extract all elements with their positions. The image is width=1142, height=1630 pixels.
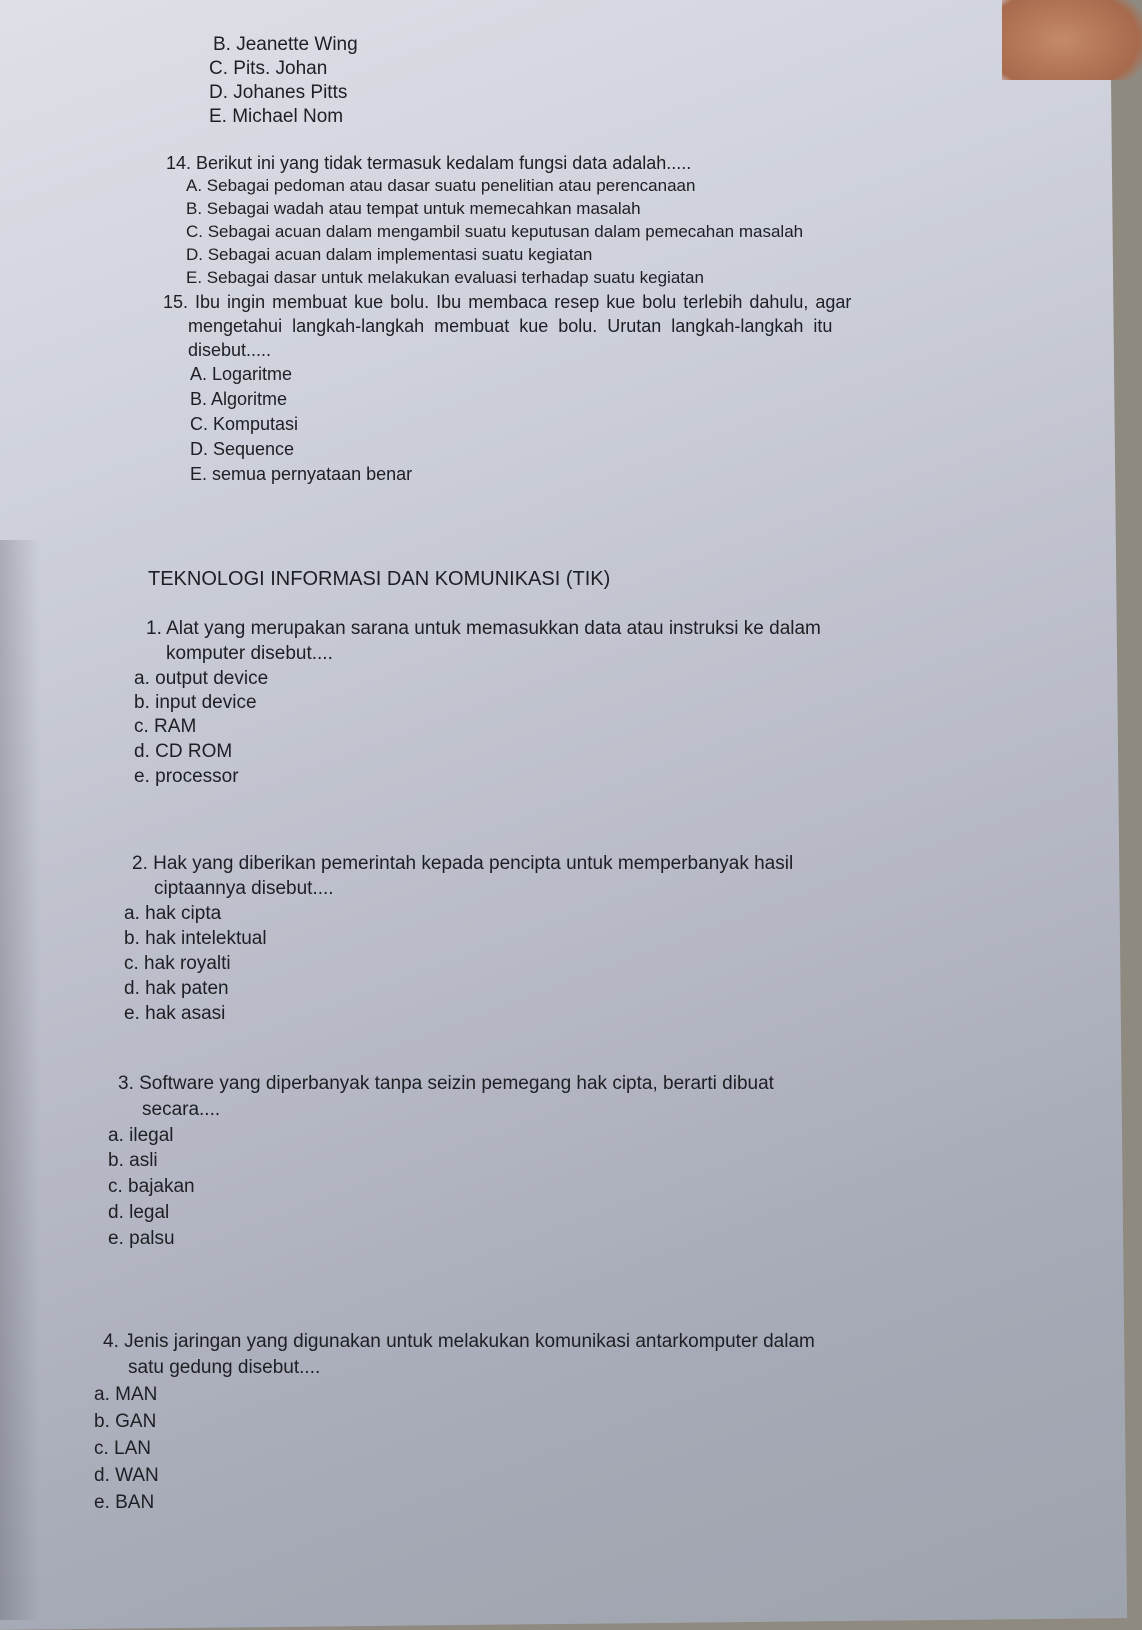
tik2-question-line2: ciptaannya disebut.... xyxy=(154,878,334,899)
q14-option-c: C. Sebagai acuan dalam mengambil suatu keputusan dalam pemecahan masalah xyxy=(186,222,804,241)
tik3-option-e: e. palsu xyxy=(108,1228,175,1249)
prev-option-b: B. Jeanette Wing xyxy=(213,34,358,55)
q15-question-line1: 15. Ibu ingin membuat kue bolu. Ibu membaca resep kue bolu terlebih dahulu, agar xyxy=(163,292,852,312)
tik3-option-b: b. asli xyxy=(108,1150,158,1171)
tik1-option-a: a. output device xyxy=(134,668,269,689)
prev-option-c: C. Pits. Johan xyxy=(209,58,328,79)
tik2-option-c: c. hak royalti xyxy=(124,953,231,974)
tik2-option-d: d. hak paten xyxy=(124,978,229,999)
q14-question: 14. Berikut ini yang tidak termasuk kedalam fungsi data adalah..... xyxy=(166,153,692,173)
tik4-option-c: c. LAN xyxy=(94,1438,152,1459)
prev-option-d: D. Johanes Pitts xyxy=(209,82,348,103)
section-title: TEKNOLOGI INFORMASI DAN KOMUNIKASI (TIK) xyxy=(148,568,611,590)
tik4-option-b: b. GAN xyxy=(94,1411,157,1432)
tik1-question-line1: 1. Alat yang merupakan sarana untuk memasukkan data atau instruksi ke dalam xyxy=(146,618,821,639)
tik1-option-c: c. RAM xyxy=(134,716,197,737)
tik3-option-d: d. legal xyxy=(108,1202,170,1223)
tik2-option-b: b. hak intelektual xyxy=(124,928,267,949)
prev-option-e: E. Michael Nom xyxy=(209,106,344,127)
tik4-option-e: e. BAN xyxy=(94,1492,155,1513)
q14-option-b: B. Sebagai wadah atau tempat untuk memecahkan masalah xyxy=(186,199,641,218)
tik1-option-e: e. processor xyxy=(134,766,239,787)
tik3-option-c: c. bajakan xyxy=(108,1176,195,1197)
tik4-question-line1: 4. Jenis jaringan yang digunakan untuk melakukan komunikasi antarkomputer dalam xyxy=(103,1331,815,1352)
tik3-option-a: a. ilegal xyxy=(108,1125,174,1146)
tik1-question-line2: komputer disebut.... xyxy=(166,643,333,664)
tik3-question-line2: secara.... xyxy=(142,1099,221,1120)
q15-option-b: B. Algoritme xyxy=(190,389,288,409)
finger-photo-edge xyxy=(1002,0,1142,80)
tik1-option-d: d. CD ROM xyxy=(134,741,233,762)
q15-option-d: D. Sequence xyxy=(190,439,295,459)
q14-option-a: A. Sebagai pedoman atau dasar suatu penelitian atau perencanaan xyxy=(186,176,696,195)
q14-option-d: D. Sebagai acuan dalam implementasi suatu kegiatan xyxy=(186,245,593,264)
paper-shadow xyxy=(0,540,40,1620)
q15-question-line3: disebut..... xyxy=(188,340,272,360)
tik2-option-e: e. hak asasi xyxy=(124,1003,226,1024)
q15-option-a: A. Logaritme xyxy=(190,364,293,384)
q15-option-c: C. Komputasi xyxy=(190,414,299,434)
tik4-option-a: a. MAN xyxy=(94,1384,158,1405)
tik2-option-a: a. hak cipta xyxy=(124,903,222,924)
q15-question-line2: mengetahui langkah-langkah membuat kue bolu. Urutan langkah-langkah itu xyxy=(188,316,833,336)
tik1-option-b: b. input device xyxy=(134,692,257,713)
tik4-option-d: d. WAN xyxy=(94,1465,159,1486)
q15-option-e: E. semua pernyataan benar xyxy=(190,464,413,484)
tik3-question-line1: 3. Software yang diperbanyak tanpa seizin pemegang hak cipta, berarti dibuat xyxy=(118,1073,774,1094)
tik4-question-line2: satu gedung disebut.... xyxy=(128,1357,321,1378)
q14-option-e: E. Sebagai dasar untuk melakukan evaluasi terhadap suatu kegiatan xyxy=(186,268,704,287)
tik2-question-line1: 2. Hak yang diberikan pemerintah kepada pencipta untuk memperbanyak hasil xyxy=(132,853,794,874)
